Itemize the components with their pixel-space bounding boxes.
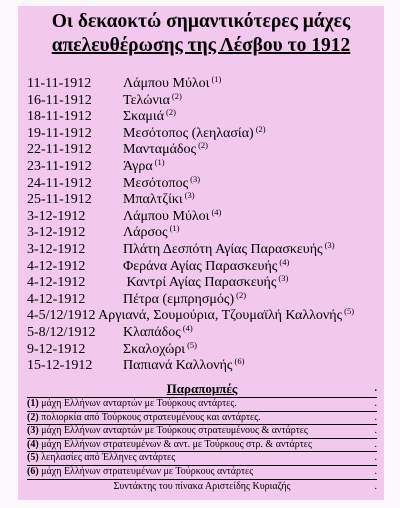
battle-place: [123, 322, 193, 342]
battle-place-text: Σκαμιά: [123, 109, 165, 125]
battle-reference: (5): [187, 339, 197, 350]
reference-item: [27, 466, 377, 480]
battle-row: [27, 142, 379, 159]
reference-item: [27, 439, 377, 453]
battle-row: [27, 322, 379, 342]
battle-date: 23-11-1912: [27, 158, 92, 174]
reference-number: (5): [27, 452, 39, 464]
battle-row: [27, 173, 379, 193]
battle-row: [27, 256, 379, 276]
references-section: [27, 381, 377, 493]
battle-place-text: Μεσότοπος: [123, 175, 189, 191]
reference-text: λεηλασίες από Έλληνες αντάρτες: [38, 452, 176, 464]
document-page: [18, 6, 384, 500]
battle-date: 4-12-1912: [27, 291, 86, 307]
battle-reference: (3): [278, 273, 289, 284]
battle-row: [27, 358, 379, 375]
battle-place-text: Παπιανά Καλλονής: [123, 358, 233, 374]
battle-reference: (2): [198, 140, 208, 151]
row-end-dot: .: [374, 411, 377, 423]
battle-row: [27, 339, 379, 359]
battle-date: 3-12-1912: [27, 225, 86, 241]
row-end-dot: .: [374, 383, 377, 394]
battle-place-text: Πλάτη Δεσπότη Αγίας Παρασκευής: [123, 241, 323, 257]
battle-date: 9-12-1912: [27, 341, 86, 357]
battle-row: [27, 239, 379, 259]
battle-list: [27, 76, 379, 375]
reference-text: μάχη Ελλήνων στρατευμένων & αντ. με Τούρκους στρ. & αντάρτες: [38, 438, 312, 450]
reference-list: [27, 398, 377, 480]
battle-row: [27, 308, 379, 325]
battle-date: 4-12-1912: [27, 258, 86, 274]
battle-reference: (3): [324, 239, 335, 250]
battle-date: 19-11-1912: [27, 125, 92, 141]
reference-number: (1): [27, 398, 39, 409]
battle-place-text: Άγρα: [123, 158, 153, 174]
battle-reference: (2): [166, 107, 176, 118]
battle-place-text: Μεσότοπος (λεηλασία): [123, 125, 254, 141]
battle-place: [123, 109, 176, 126]
battle-place-text: Μανταμάδος: [123, 142, 197, 158]
battle-place: [123, 289, 247, 309]
battle-place-text: Κλαπάδος: [123, 324, 181, 340]
references-heading: [27, 381, 377, 398]
battle-date: 24-11-1912: [27, 175, 92, 191]
battle-row: [27, 192, 379, 209]
battle-place: [123, 358, 244, 375]
reference-item: [27, 398, 377, 412]
battle-place-text: Λάμπου Μύλοι: [123, 76, 210, 91]
battle-reference: (6): [234, 356, 245, 367]
battle-date: 3-12-1912: [27, 241, 86, 257]
battle-place-text: Τελώνια: [123, 92, 170, 108]
battle-date: 16-11-1912: [27, 92, 92, 108]
battle-date: 3-12-1912: [27, 208, 86, 224]
battle-place-text: Λάμπου Μύλοι: [123, 208, 210, 224]
reference-item: [27, 452, 377, 466]
battle-reference: (1): [211, 74, 222, 84]
battle-reference: (4): [279, 256, 290, 267]
battle-place-text: Καντρί Αγίας Παρασκευής: [123, 275, 277, 291]
battle-place-text: Σκαλοχώρι: [123, 341, 186, 357]
battle-row: [27, 156, 379, 176]
battle-reference: (1): [169, 223, 180, 234]
battle-row: [27, 206, 379, 226]
document-title: [18, 10, 384, 58]
battle-place: [123, 225, 180, 242]
battle-place-text: Μπαλτζίκι: [123, 192, 183, 208]
battle-row: [27, 275, 379, 292]
reference-text: πολιορκία από Τούρκους στρατευμένους και αντάρτες.: [38, 411, 261, 423]
battle-reference: (2): [255, 123, 266, 134]
reference-item: [27, 412, 377, 426]
reference-number: (3): [27, 425, 39, 437]
row-end-dot: .: [374, 480, 377, 492]
battle-date: 22-11-1912: [27, 142, 92, 158]
battle-reference: (4): [182, 322, 193, 333]
battle-reference: (2): [236, 289, 247, 300]
battle-row: [27, 289, 379, 309]
battle-reference: (4): [211, 206, 222, 217]
battle-place-text: Πέτρα (εμπρησμός): [123, 291, 235, 307]
battle-place: [123, 256, 290, 276]
battle-place: [123, 275, 288, 292]
row-end-dot: .: [374, 465, 377, 477]
battle-reference: (2): [171, 90, 182, 101]
title-line-2: απελευθέρωσης της Λέσβου το 1912: [51, 35, 351, 56]
battle-date: 5-8/12/1912: [27, 324, 96, 340]
battle-row: [27, 76, 379, 93]
battle-place: [123, 239, 335, 259]
battle-row: [27, 109, 379, 126]
reference-number: (2): [27, 411, 39, 423]
battle-reference: (1): [154, 156, 165, 167]
reference-text: μάχη Ελλήνων ανταρτών με Τούρκους στρατευμένους & αντάρτες: [38, 425, 308, 437]
battle-place-text: Φεράνα Αγίας Παρασκευής: [123, 258, 278, 274]
title-line-1: Οι δεκαοκτώ σημαντικότερες μάχες: [51, 11, 351, 32]
battle-reference: (3): [184, 190, 195, 201]
battle-place: [123, 142, 208, 159]
reference-number: (4): [27, 438, 39, 450]
references-heading-text: Παραπομπές: [166, 381, 238, 396]
reference-text: μάχη Ελλήνων στρατευμένων με Τούρκους αντάρτες: [38, 465, 254, 477]
battle-place: [123, 123, 266, 143]
author-credit: [27, 480, 377, 493]
battle-date: 4-12-1912: [27, 275, 86, 291]
author-text: Συντάκτης του πίνακα Αριστείδης Κυριαζής: [113, 480, 291, 492]
battle-row: [27, 90, 379, 110]
battle-date: 11-11-1912: [27, 76, 92, 91]
battle-place: [27, 308, 354, 323]
row-end-dot: .: [374, 438, 377, 450]
row-end-dot: .: [374, 398, 377, 409]
reference-number: (6): [27, 465, 39, 477]
reference-text: μάχη Ελλήνων ανταρτών με Τούρκους αντάρτες.: [38, 398, 237, 409]
battle-date: 25-11-1912: [27, 192, 92, 208]
battle-place: [123, 339, 197, 359]
battle-place: [123, 156, 165, 176]
battle-reference: (3): [190, 173, 201, 184]
reference-item: [27, 425, 377, 439]
battle-date: 15-12-1912: [27, 358, 93, 374]
row-end-dot: .: [374, 452, 377, 464]
battle-place-text: Λάρσος: [123, 225, 168, 241]
row-end-dot: .: [374, 425, 377, 437]
battle-place-text: 4-5/12/1912 Αργιανά, Σουμούρια, Τζουμαϊλή Καλλονής: [27, 308, 343, 324]
battle-reference: (5): [344, 306, 355, 317]
battle-date: 18-11-1912: [27, 109, 92, 125]
battle-place: [123, 192, 195, 209]
